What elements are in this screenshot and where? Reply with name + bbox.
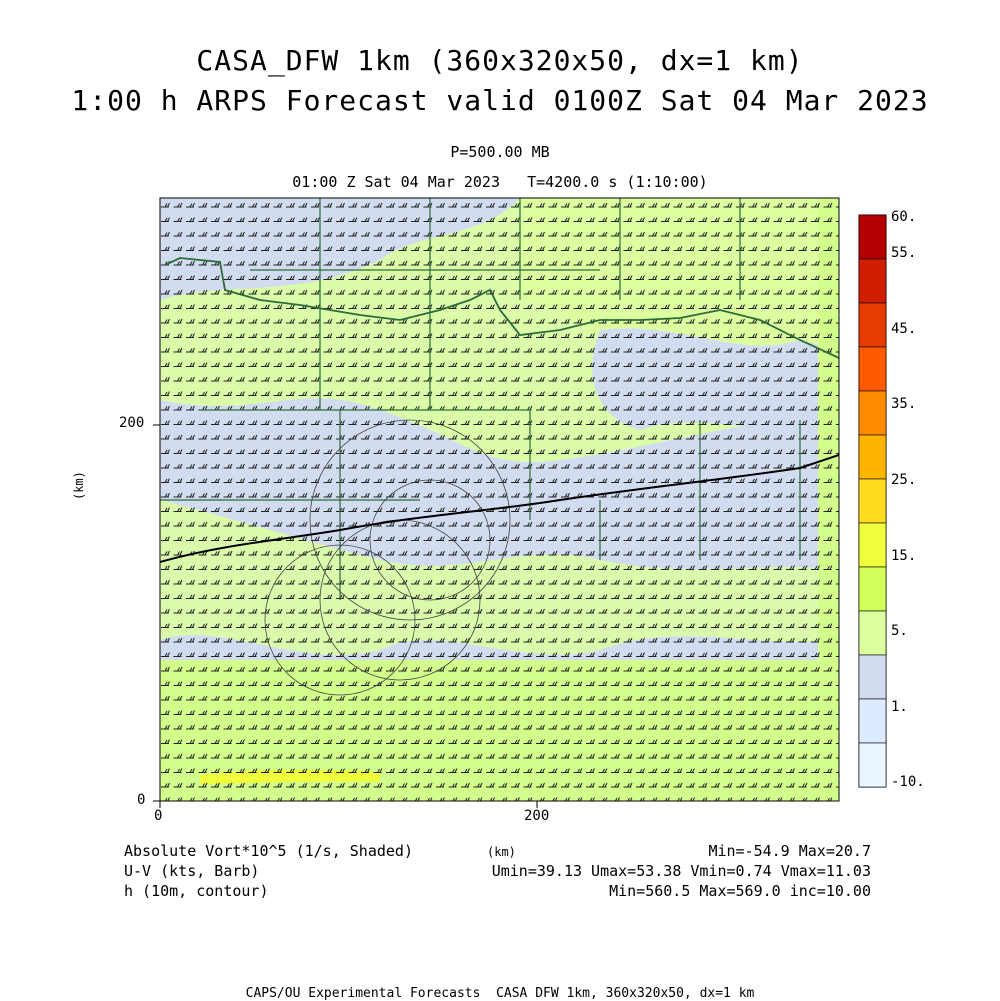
colorbar-cell [859, 391, 886, 435]
chart-title-line1: CASA_DFW 1km (360x320x50, dx=1 km) [196, 44, 804, 77]
colorbar-label-60: 60. [891, 209, 917, 225]
colorbar-cell [859, 435, 886, 479]
colorbar-cell [859, 611, 886, 655]
colorbar-label-55: 55. [891, 245, 917, 261]
legend-barb-stats: Umin=39.13 Umax=53.38 Vmin=0.74 Vmax=11.03 [491, 862, 871, 880]
chart-title-line2: 1:00 h ARPS Forecast valid 0100Z Sat 04 Mar 2023 [71, 84, 929, 117]
colorbar-label-minus10: -10. [891, 774, 925, 790]
colorbar-label-35: 35. [891, 396, 917, 412]
x-tick-200: 200 [524, 808, 550, 824]
footer-credit: CAPS/OU Experimental Forecasts CASA DFW 1km, 360x320x50, dx=1 km [245, 986, 755, 1001]
legend-contour-stats: Min=560.5 Max=569.0 inc=10.00 [609, 882, 871, 900]
colorbar-cell [859, 479, 886, 523]
colorbar-cell [859, 743, 886, 787]
colorbar-cell [859, 215, 886, 259]
legend-shaded-stats: Min=-54.9 Max=20.7 [708, 842, 871, 860]
colorbar-label-45: 45. [891, 321, 917, 337]
colorbar-cell [859, 655, 886, 699]
colorbar-cell [859, 523, 886, 567]
y-tick-200: 200 [119, 415, 145, 431]
colorbar-label-5: 5. [891, 623, 908, 639]
colorbar-label-25: 25. [891, 472, 917, 488]
colorbar-cell [859, 347, 886, 391]
colorbar-cells [859, 215, 886, 787]
x-tick-0: 0 [154, 808, 163, 824]
x-axis-label: (km) [487, 845, 516, 859]
y-tick-0: 0 [137, 792, 146, 808]
pressure-level-label: P=500.00 MB [450, 143, 550, 161]
y-axis-label: (km) [72, 471, 86, 500]
colorbar-label-15: 15. [891, 548, 917, 564]
colorbar-cell [859, 699, 886, 743]
colorbar-label-1: 1. [891, 699, 908, 715]
valid-time-label: 01:00 Z Sat 04 Mar 2023 T=4200.0 s (1:10:00) [292, 173, 708, 191]
colorbar-cell [859, 259, 886, 303]
legend-shaded-field: Absolute Vort*10^5 (1/s, Shaded) [124, 842, 413, 860]
colorbar-cell [859, 567, 886, 611]
colorbar-cell [859, 303, 886, 347]
legend-barb-field: U-V (kts, Barb) [124, 862, 260, 880]
legend-contour-field: h (10m, contour) [124, 882, 269, 900]
